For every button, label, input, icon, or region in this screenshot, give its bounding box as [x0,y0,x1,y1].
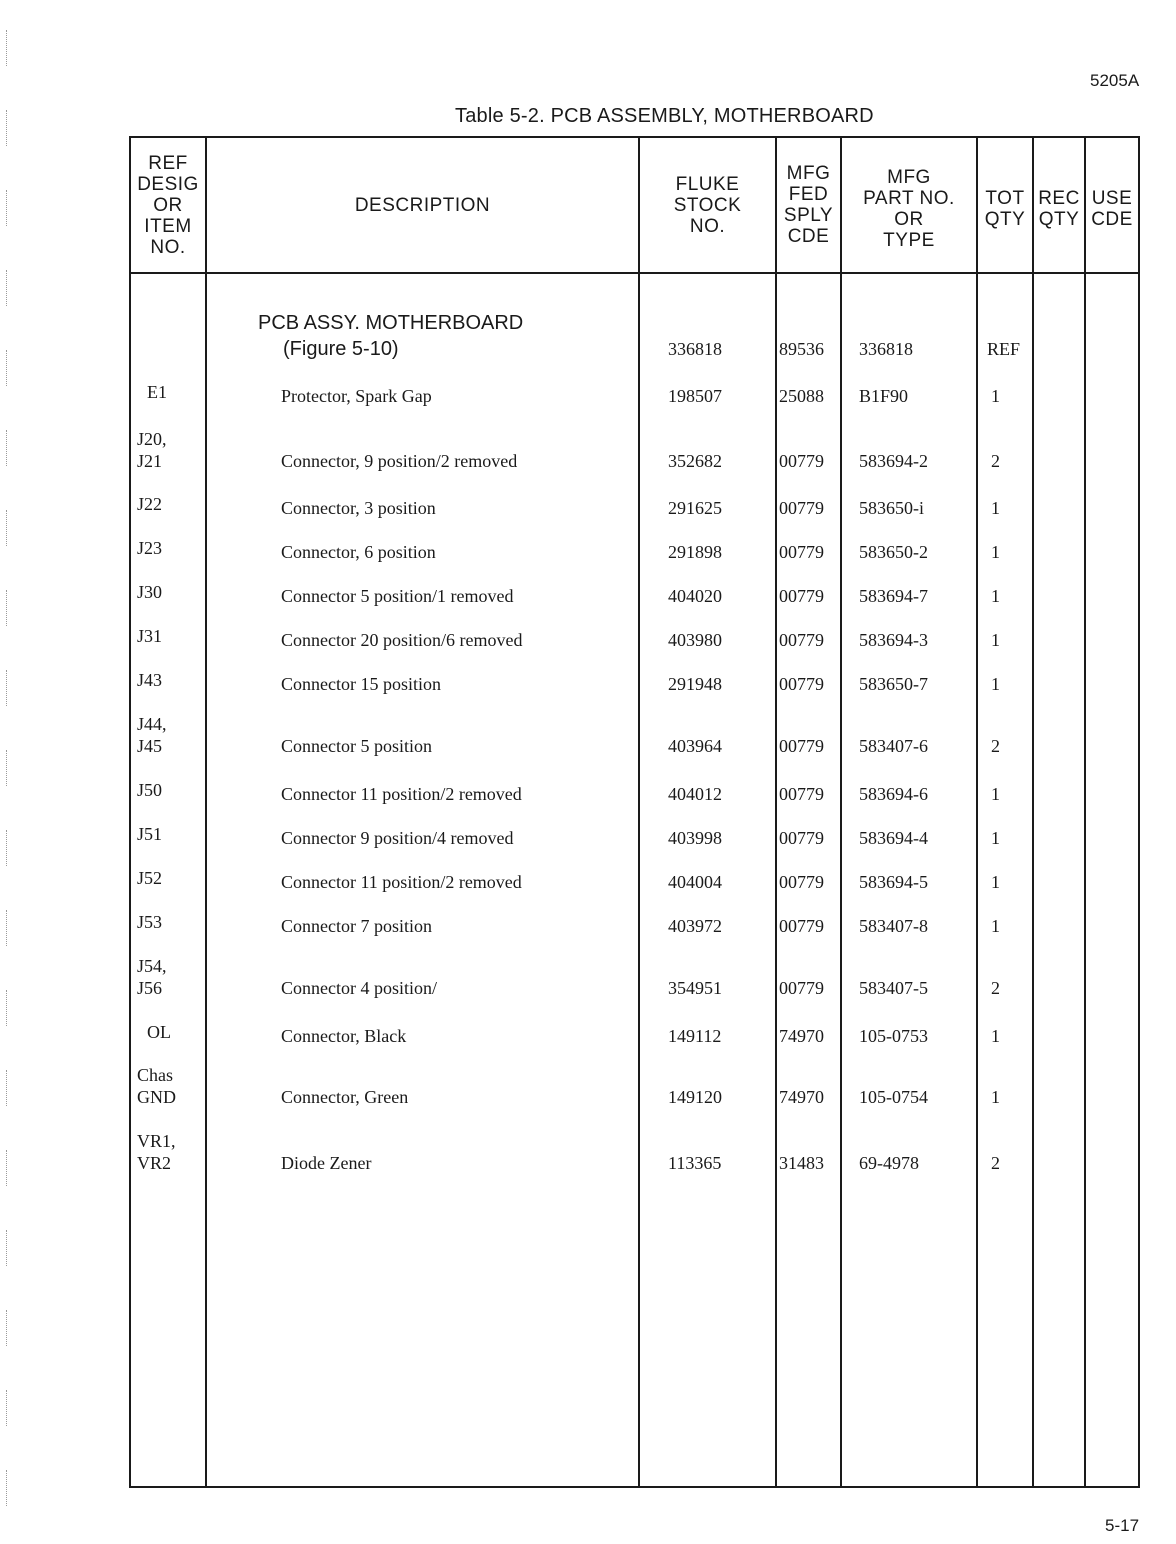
assembly-figure-ref: (Figure 5-10) [283,338,399,360]
description: Connector, Black [281,1026,407,1046]
mfg-code: 31483 [779,1153,824,1173]
part-no: 583694-4 [859,828,928,848]
mfg-code: 00779 [779,674,824,694]
description: Connector, 3 position [281,498,436,518]
table-row [0,867,1176,915]
stock-no: 336818 [668,339,722,359]
assembly-title: PCB ASSY. MOTHERBOARD [258,312,524,334]
tot-qty: 1 [991,586,1000,606]
ref-desig: J23 [137,538,163,558]
header-stock-no: FLUKE STOCK NO. [673,173,742,237]
tot-qty: 2 [991,1153,1000,1173]
ref-desig: E1 [147,382,167,402]
header-mfg-code: MFG FED SPLY CDE [783,163,834,247]
description: Diode Zener [281,1153,372,1173]
stock-no: 291625 [668,498,722,518]
part-no: 336818 [859,339,913,359]
table-row [0,537,1176,585]
ref-desig: OL [147,1022,171,1042]
part-no: 583694-5 [859,872,928,892]
ref-desig: J51 [137,824,163,844]
stock-no: 149120 [668,1087,722,1107]
tot-qty: 1 [991,872,1000,892]
stock-no: 198507 [668,386,722,406]
mfg-code: 00779 [779,630,824,650]
ref-desig: J52 [137,868,163,888]
table-row [0,1130,1176,1178]
description: Connector, 9 position/2 removed [281,451,518,471]
table-row [0,581,1176,629]
tot-qty: 1 [991,1026,1000,1046]
stock-no: 404012 [668,784,722,804]
description: Connector 20 position/6 removed [281,630,523,650]
description: Connector 15 position [281,674,441,694]
ref-desig: J22 [137,494,163,514]
part-no: 105-0753 [859,1026,928,1046]
header-part-no: MFG PART NO. OR TYPE [863,167,955,251]
binding-margin-marks [6,30,20,1510]
mfg-code: 00779 [779,542,824,562]
table-row [0,1064,1176,1112]
header-tot-qty: TOT QTY [984,188,1026,230]
table-row [0,669,1176,717]
mfg-code: 00779 [779,916,824,936]
mfg-code: 00779 [779,784,824,804]
ref-desig: J43 [137,670,163,690]
part-no: 583650-2 [859,542,928,562]
tot-qty: 1 [991,1087,1000,1107]
description: Connector 4 position/ [281,978,437,998]
stock-no: 352682 [668,451,722,471]
mfg-code: 00779 [779,828,824,848]
part-no: 583650-i [859,498,924,518]
tot-qty: 1 [991,828,1000,848]
tot-qty: REF [987,339,1021,359]
document-code: 5205A [1090,71,1140,90]
ref-desig: Chas GND [137,1065,176,1107]
mfg-code: 00779 [779,872,824,892]
table-row [0,381,1176,429]
part-no: 583694-7 [859,586,928,606]
description: Connector 11 position/2 removed [281,784,522,804]
part-no: 583694-2 [859,451,928,471]
tot-qty: 1 [991,542,1000,562]
ref-desig: J30 [137,582,163,602]
stock-no: 403972 [668,916,722,936]
stock-no: 403964 [668,736,722,756]
stock-no: 291948 [668,674,722,694]
assembly-row [0,338,1176,386]
part-no: 69-4978 [859,1153,919,1173]
part-no: 583694-6 [859,784,928,804]
part-no: 583694-3 [859,630,928,650]
ref-desig: J20, J21 [137,429,167,471]
table-row [0,625,1176,673]
header-description: DESCRIPTION [354,194,491,216]
table-title: Table 5-2. PCB ASSEMBLY, MOTHERBOARD [455,105,874,127]
description: Connector 9 position/4 removed [281,828,514,848]
header-ref-desig: REF DESIG OR ITEM NO. [137,152,199,258]
mfg-code: 25088 [779,386,824,406]
tot-qty: 1 [991,630,1000,650]
description: Connector 7 position [281,916,432,936]
page-number: 5-17 [1105,1516,1140,1535]
mfg-code: 00779 [779,736,824,756]
ref-desig: J31 [137,626,163,646]
stock-no: 403980 [668,630,722,650]
description: Connector 5 position/1 removed [281,586,514,606]
part-no: 105-0754 [859,1087,928,1107]
mfg-code: 74970 [779,1087,824,1107]
tot-qty: 2 [991,451,1000,471]
ref-desig: J53 [137,912,163,932]
tot-qty: 1 [991,386,1000,406]
stock-no: 354951 [668,978,722,998]
mfg-code: 74970 [779,1026,824,1046]
part-no: 583650-7 [859,674,928,694]
tot-qty: 2 [991,978,1000,998]
ref-desig: VR1, VR2 [137,1131,176,1173]
ref-desig: J54, J56 [137,956,167,998]
mfg-code: 00779 [779,451,824,471]
description: Connector, Green [281,1087,409,1107]
description: Protector, Spark Gap [281,386,432,406]
tot-qty: 1 [991,784,1000,804]
mfg-code: 00779 [779,586,824,606]
header-divider [129,272,1140,274]
stock-no: 149112 [668,1026,722,1046]
description: Connector 11 position/2 removed [281,872,522,892]
mfg-code: 89536 [779,339,824,359]
tot-qty: 2 [991,736,1000,756]
stock-no: 113365 [668,1153,722,1173]
table-row [0,955,1176,1003]
table-row [0,823,1176,871]
stock-no: 291898 [668,542,722,562]
mfg-code: 00779 [779,978,824,998]
table-row [0,713,1176,761]
table-row [0,911,1176,959]
ref-desig: J50 [137,780,163,800]
part-no: 583407-5 [859,978,928,998]
header-use-cde: USE CDE [1091,188,1133,230]
table-row [0,779,1176,827]
table-row [0,428,1176,476]
stock-no: 404020 [668,586,722,606]
tot-qty: 1 [991,498,1000,518]
mfg-code: 00779 [779,498,824,518]
stock-no: 403998 [668,828,722,848]
tot-qty: 1 [991,916,1000,936]
ref-desig: J44, J45 [137,714,167,756]
stock-no: 404004 [668,872,722,892]
description: Connector 5 position [281,736,432,756]
description: Connector, 6 position [281,542,436,562]
part-no: 583407-8 [859,916,928,936]
table-row [0,493,1176,541]
header-rec-qty: REC QTY [1038,188,1080,230]
part-no: B1F90 [859,386,909,406]
tot-qty: 1 [991,674,1000,694]
part-no: 583407-6 [859,736,928,756]
table-row [0,1021,1176,1069]
